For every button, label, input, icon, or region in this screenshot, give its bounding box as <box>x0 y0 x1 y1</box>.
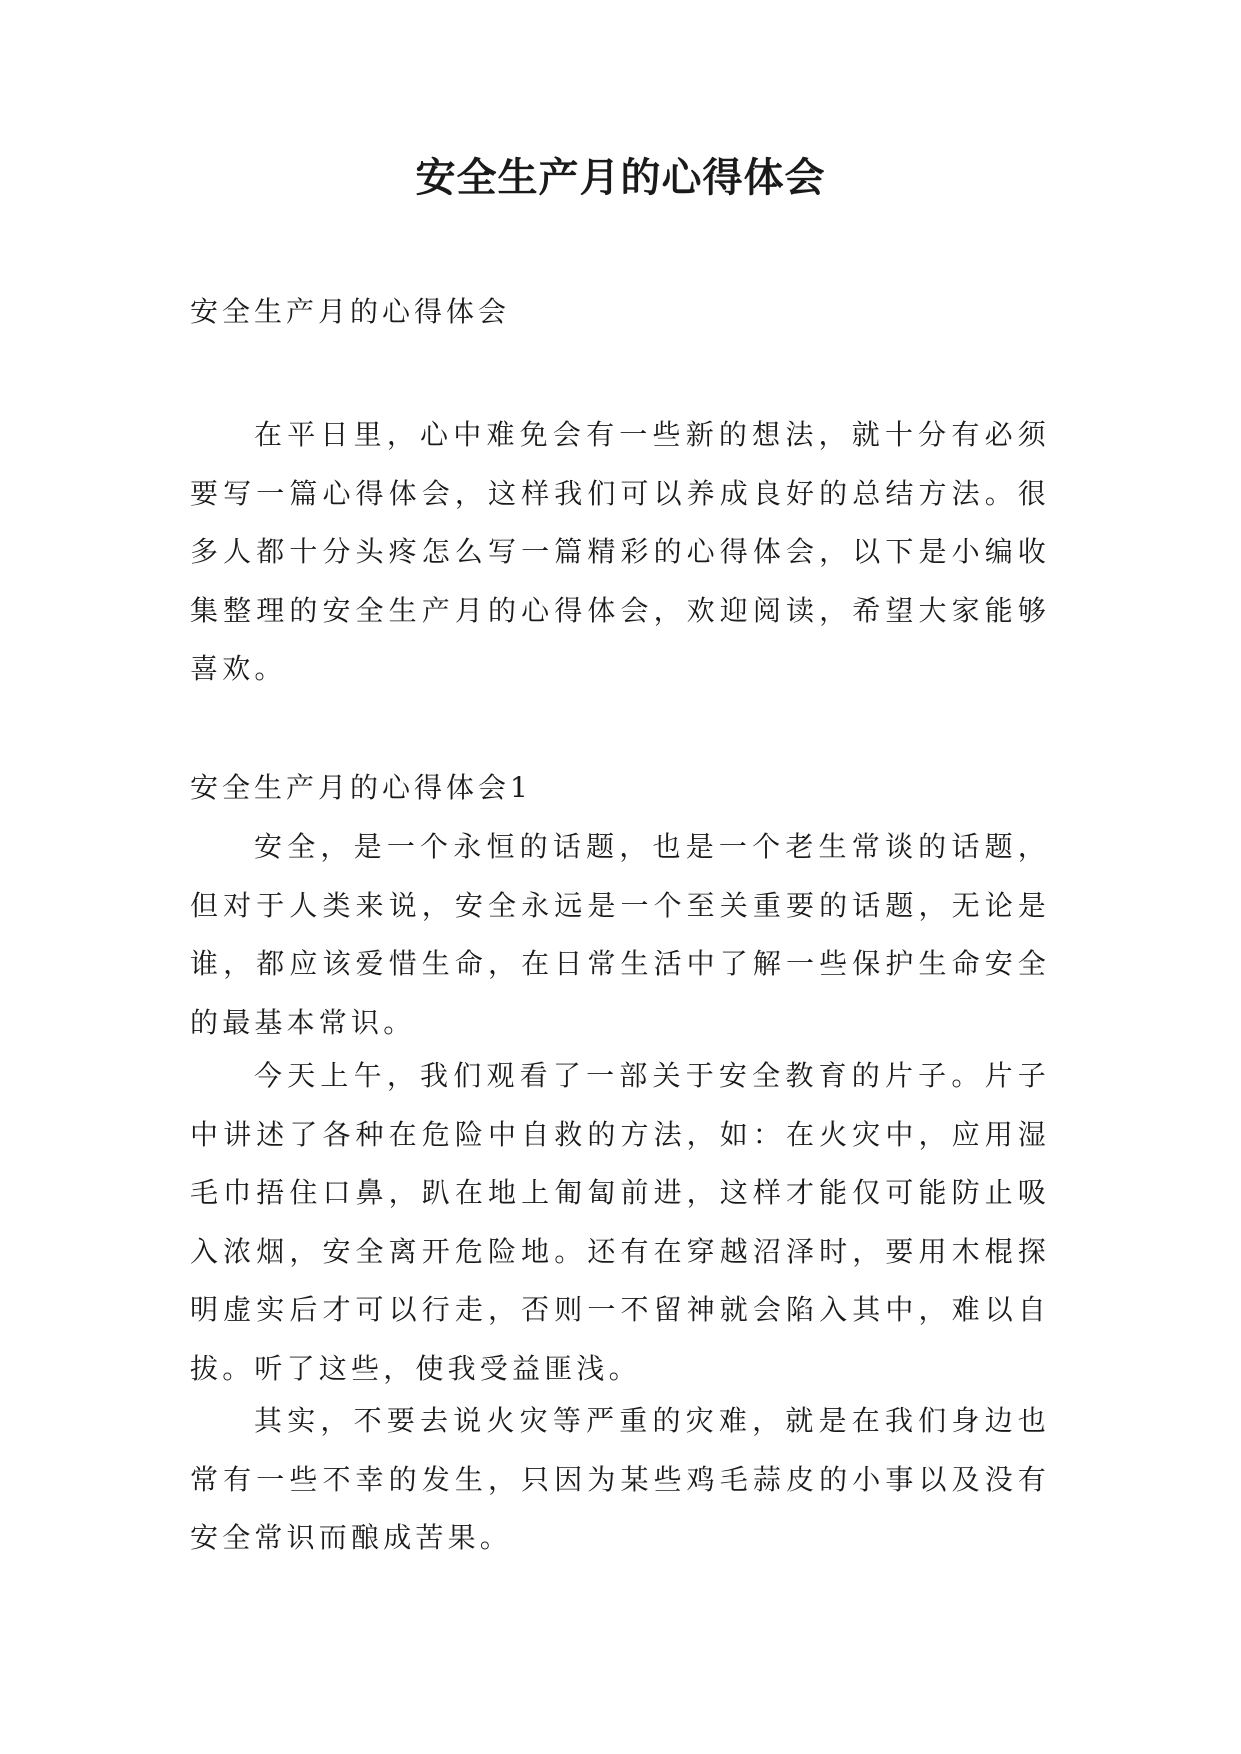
body-paragraph: 安全，是一个永恒的话题，也是一个老生常谈的话题，但对于人类来说，安全永远是一个至关重要的话题，无论是谁，都应该爱惜生命，在日常生活中了解一些保护生命安全的最基本常识。 <box>190 830 1050 1039</box>
section-heading: 安全生产月的心得体会1 <box>190 771 532 804</box>
document-subtitle: 安全生产月的心得体会 <box>190 295 511 328</box>
body-paragraph: 今天上午，我们观看了一部关于安全教育的片子。片子中讲述了各种在危险中自救的方法，如：在火灾中，应用湿毛巾捂住口鼻，趴在地上匍匐前进，这样才能仅可能防止吸入浓烟，安全离开危险地。还有在穿越沼泽时，要用木棍探明虚实后才可以行走，否则一不留神就会陷入其中，难以自拔。听了这些，使我受益匪浅。 <box>190 1059 1050 1385</box>
body-paragraph: 其实，不要去说火灾等严重的灾难，就是在我们身边也常有一些不幸的发生，只因为某些鸡毛蒜皮的小事以及没有安全常识而酿成苦果。 <box>190 1404 1050 1554</box>
intro-paragraph: 在平日里，心中难免会有一些新的想法，就十分有必须要写一篇心得体会，这样我们可以养成良好的总结方法。很多人都十分头疼怎么写一篇精彩的心得体会，以下是小编收集整理的安全生产月的心得体会，欢迎阅读，希望大家能够喜欢。 <box>190 418 1050 685</box>
document-title: 安全生产月的心得体会 <box>415 155 826 201</box>
